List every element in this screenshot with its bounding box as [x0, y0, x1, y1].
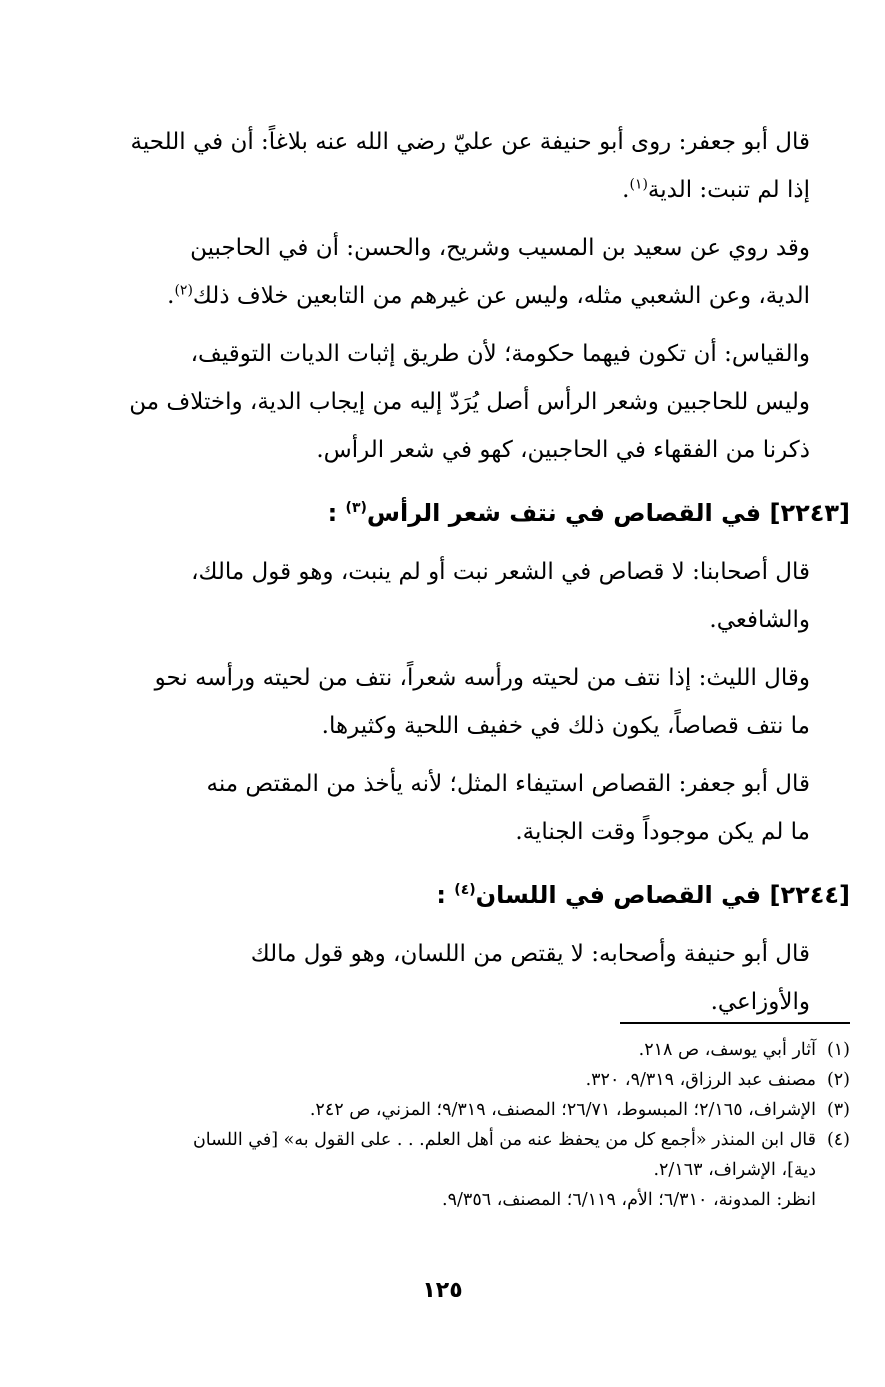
footnote-line: مصنف عبد الرزاق، ٩/٣١٩، ٣٢٠.: [585, 1070, 816, 1090]
text-run: الدية، وعن الشعبي مثله، وليس عن غيرهم من التابعين خلاف ذلك: [192, 283, 810, 309]
text-line: قال أبو حنيفة وأصحابه: لا يقتص من اللسان، وهو قول مالك: [250, 941, 810, 967]
paragraph-5: [105, 654, 850, 750]
section-title: في القصاص في نتف شعر الرأس: [366, 499, 762, 527]
text-line: قال أبو جعفر: روى أبو حنيفة عن عليّ رضي الله عنه بلاغاً: أن في اللحية: [130, 129, 810, 155]
footnote-ref[interactable]: (٣): [345, 500, 367, 516]
paragraph-6: [105, 760, 850, 856]
footnote-item: [105, 1125, 850, 1215]
footnote-number: (٢): [826, 1070, 850, 1090]
text-line: وليس للحاجبين وشعر الرأس أصل يُرَدّ إليه من إيجاب الدية، واختلاف من: [129, 389, 810, 415]
paragraph-2: [105, 224, 850, 320]
text-line: ما لم يكن موجوداً وقت الجناية.: [515, 819, 810, 845]
heading-colon: :: [327, 499, 338, 527]
section-number: [٢٢٤٤]: [769, 881, 850, 909]
footnote-line: الإشراف، ٢/١٦٥؛ المبسوط، ٢٦/٧١؛ المصنف، ٩/٣١٩؛ المزني، ص ٢٤٢.: [309, 1100, 816, 1120]
footnote-number: (٤): [826, 1130, 850, 1150]
main-text: [105, 118, 850, 1036]
text-line: [105, 166, 850, 214]
section-title: في القصاص في اللسان: [475, 881, 762, 909]
section-heading-2244: [105, 870, 850, 920]
footnote-text: [105, 1095, 816, 1125]
footnote-text: [105, 1125, 816, 1215]
text-run: .: [622, 177, 630, 203]
section-number: [٢٢٤٣]: [769, 499, 850, 527]
footnote-ref[interactable]: (٤): [454, 882, 476, 898]
paragraph-4: [105, 548, 850, 644]
page-number: ١٢٥: [422, 1278, 463, 1303]
paragraph-3: [105, 330, 850, 474]
footnote-divider: [620, 1022, 850, 1024]
footnote-item: [105, 1095, 850, 1125]
paragraph-7: [105, 930, 850, 1026]
heading-colon: :: [436, 881, 446, 909]
footnotes: [105, 1035, 850, 1215]
text-line: وقال الليث: إذا نتف من لحيته ورأسه شعراً، نتف من لحيته ورأسه نحو: [154, 665, 810, 691]
footnote-line: قال ابن المنذر «أجمع كل من يحفظ عنه من أهل العلم. . . على القول به» [في اللسان: [192, 1130, 816, 1150]
footnote-number: (٣): [826, 1100, 850, 1120]
footnote-ref[interactable]: (٢): [174, 282, 193, 299]
footnote-text: [105, 1035, 816, 1065]
text-line: قال أصحابنا: لا قصاص في الشعر نبت أو لم ينبت، وهو قول مالك،: [191, 559, 810, 585]
text-line: [105, 272, 850, 320]
text-line: ما نتف قصاصاً، يكون ذلك في خفيف اللحية وكثيرها.: [321, 713, 810, 739]
footnote-text: [105, 1065, 816, 1095]
text-run: .: [167, 283, 175, 309]
text-line: والشافعي.: [709, 607, 810, 633]
footnote-item: [105, 1065, 850, 1095]
text-run: إذا لم تنبت: الدية: [647, 177, 810, 203]
footnote-number: (١): [826, 1040, 850, 1060]
paragraph-1: [105, 118, 850, 214]
footnote-line: آثار أبي يوسف، ص ٢١٨.: [638, 1040, 816, 1060]
text-line: ذكرنا من الفقهاء في الحاجبين، كهو في شعر الرأس.: [316, 437, 810, 463]
text-line: والقياس: أن تكون فيهما حكومة؛ لأن طريق إثبات الديات التوقيف،: [190, 341, 810, 367]
text-line: والأوزاعي.: [710, 989, 810, 1015]
footnote-ref[interactable]: (١): [629, 176, 648, 193]
footnote-item: [105, 1035, 850, 1065]
footnote-line: انظر: المدونة، ٦/٣١٠؛ الأم، ٦/١١٩؛ المصنف، ٩/٣٥٦.: [442, 1190, 816, 1210]
text-line: قال أبو جعفر: القصاص استيفاء المثل؛ لأنه يأخذ من المقتص منه: [206, 771, 810, 797]
section-heading-2243: [105, 488, 850, 538]
footnote-line: دية]، الإشراف، ٢/١٦٣.: [653, 1160, 816, 1180]
text-line: وقد روي عن سعيد بن المسيب وشريح، والحسن: أن في الحاجبين: [190, 235, 810, 261]
